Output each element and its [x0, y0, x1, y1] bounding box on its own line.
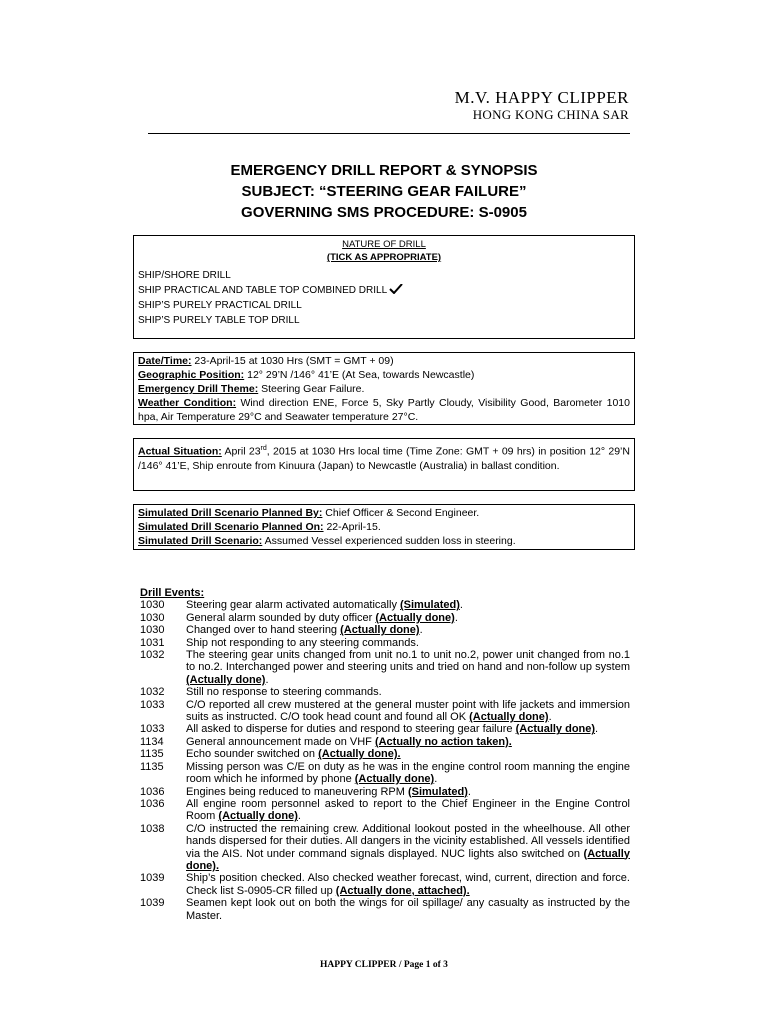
event-time: 1039: [140, 897, 165, 910]
event-text: Ship not responding to any steering commands.: [186, 636, 419, 649]
event-status: (Actually no action taken).: [374, 735, 512, 748]
event-end: .: [459, 599, 463, 612]
event-description: [186, 649, 630, 686]
event-row: [140, 761, 630, 786]
event-status: (Actually done): [186, 673, 266, 686]
event-text: Steering gear alarm activated automatically: [186, 599, 400, 612]
event-time: 1032: [140, 686, 165, 699]
nature-heading: NATURE OF DRILL: [342, 239, 426, 250]
event-row: [140, 649, 630, 686]
page-footer: HAPPY CLIPPER / Page 1 of 3: [320, 960, 448, 970]
event-description: [186, 624, 630, 636]
event-text: Still no response to steering commands.: [186, 686, 382, 699]
event-end: .: [434, 773, 438, 786]
position-row: Geographic Position: 12° 29’N /146° 41’E (At Sea, towards Newcastle): [138, 369, 475, 381]
event-text: Seamen kept look out on both the wings for oil spillage/ any casualty as instructed by the Master.: [186, 897, 630, 922]
event-description: [186, 872, 630, 897]
option-practical: SHIP’S PURELY PRACTICAL DRILL: [138, 300, 302, 311]
event-description: [186, 761, 630, 786]
header-divider: [148, 133, 630, 134]
event-row: [140, 699, 630, 724]
event-row: [140, 686, 630, 698]
event-time: 1135: [140, 748, 164, 761]
event-end: .: [454, 611, 458, 624]
event-text: Missing person was C/E on duty as he was in the engine control room manning the engine room which he informed by phone: [186, 760, 630, 786]
event-text: Changed over to hand steering: [186, 624, 341, 637]
event-status: (Actually done): [515, 723, 596, 736]
event-description: [186, 723, 630, 735]
event-row: [140, 872, 630, 897]
checkmark-icon: [389, 284, 403, 294]
event-text: All asked to disperse for duties and respond to steering gear failure: [186, 723, 516, 736]
event-time: 1134: [140, 735, 164, 748]
option-ship-shore: SHIP/SHORE DRILL: [138, 270, 231, 281]
event-status: (Actually done).: [186, 847, 630, 872]
report-subject: SUBJECT: “STEERING GEAR FAILURE”: [241, 183, 527, 200]
event-text: Engines being reduced to maneuvering RPM: [186, 785, 408, 798]
theme-row: Emergency Drill Theme: Steering Gear Failure.: [138, 383, 365, 395]
event-end: .: [419, 624, 423, 637]
report-titles: [0, 160, 768, 223]
planned-on-row: Simulated Drill Scenario Planned On: 22-April-15.: [138, 521, 381, 533]
event-row: [140, 736, 630, 748]
ship-name: M.V. HAPPY CLIPPER: [454, 88, 629, 107]
event-status: (Actually done, attached).: [335, 884, 470, 897]
event-status: (Simulated): [400, 599, 460, 612]
event-text: C/O instructed the remaining crew. Additional lookout posted in the wheelhouse. All other hands dispersed for their duties. All dangers in the vicinity established. All vessels identified via the AIS. Not under command signals displayed. NUC lights also switched on: [186, 822, 630, 860]
option-table-top: SHIP’S PURELY TABLE TOP DRILL: [138, 315, 300, 326]
event-description: [186, 786, 630, 798]
event-description: [186, 686, 630, 698]
event-description: [186, 748, 630, 760]
event-row: [140, 786, 630, 798]
event-description: [186, 612, 630, 624]
event-description: [186, 823, 630, 873]
event-text: General announcement made on VHF: [186, 735, 375, 748]
scenario-row: Simulated Drill Scenario: Assumed Vessel experienced sudden loss in steering.: [138, 535, 516, 547]
event-end: .: [595, 723, 599, 736]
event-status: (Actually done): [354, 773, 435, 786]
event-description: [186, 699, 630, 724]
event-time: 1033: [140, 698, 165, 711]
event-row: [140, 637, 630, 649]
drill-events: [140, 587, 630, 922]
event-description: [186, 637, 630, 649]
event-status: (Simulated): [407, 785, 468, 798]
event-row: [140, 599, 630, 611]
event-description: [186, 599, 630, 611]
actual-situation-box: Actual Situation: April 23rd, 2015 at 1030 Hrs local time (Time Zone: GMT + 09 hrs) in position 12° 29’N /146° 41’E, Ship enroute from Kinuura (Japan) to Newcastle (Australia) in ballast condition.: [133, 438, 635, 491]
event-time: 1135: [140, 760, 164, 773]
event-time: 1032: [140, 649, 165, 662]
event-time: 1030: [140, 599, 165, 612]
event-text: Echo sounder switched on: [186, 748, 319, 761]
event-status: (Actually done): [469, 711, 549, 724]
situation-label: Actual Situation:: [138, 445, 222, 458]
event-row: [140, 748, 630, 760]
event-row: [140, 823, 630, 873]
event-end: .: [265, 673, 269, 686]
event-time: 1030: [140, 624, 165, 637]
event-end: .: [548, 711, 552, 724]
event-description: [186, 736, 630, 748]
event-time: 1038: [140, 822, 165, 835]
option-combined: [138, 283, 630, 298]
event-time: 1031: [140, 636, 165, 649]
planned-by-row: Simulated Drill Scenario Planned By: Chief Officer & Second Engineer.: [138, 507, 480, 519]
event-status: (Actually done): [340, 624, 420, 637]
event-time: 1036: [140, 785, 165, 798]
report-procedure: GOVERNING SMS PROCEDURE: S-0905: [241, 204, 527, 221]
event-row: [140, 624, 630, 636]
event-time: 1036: [140, 797, 165, 810]
event-row: [140, 612, 630, 624]
event-description: [186, 897, 630, 922]
event-status: (Actually done): [375, 611, 455, 624]
option-combined-label: SHIP PRACTICAL AND TABLE TOP COMBINED DRILL: [138, 285, 388, 296]
event-end: .: [467, 785, 471, 798]
event-time: 1039: [140, 872, 165, 885]
events-list: [140, 599, 630, 922]
weather-row: Weather Condition: Wind direction ENE, Force 5, Sky Partly Cloudy, Visibility Good, Barometer 1010 hpa, Air Temperature 29°C and Seawater temperature 27°C.: [138, 397, 630, 423]
event-end: .: [297, 810, 301, 823]
datetime-row: Date/Time: 23-April-15 at 1030 Hrs (SMT = GMT + 09): [138, 355, 394, 367]
event-description: [186, 798, 630, 823]
event-text: All engine room personnel asked to report to the Chief Engineer in the Engine Control Room: [186, 797, 630, 823]
nature-of-drill-box: [133, 235, 635, 339]
event-text: The steering gear units changed from unit no.1 to unit no.2, power unit changed from no.1 to no.2. Interchanged power and steering units and tried on hand and non-follow up system: [186, 649, 630, 674]
events-heading: Drill Events:: [140, 587, 205, 599]
drill-details-box: [133, 352, 635, 425]
event-time: 1033: [140, 723, 165, 736]
event-row: [140, 897, 630, 922]
ship-port: HONG KONG CHINA SAR: [472, 107, 629, 122]
event-text: General alarm sounded by duty officer: [186, 611, 376, 624]
nature-subheading: (TICK AS APPROPRIATE): [326, 252, 442, 263]
event-time: 1030: [140, 611, 165, 624]
event-text: C/O reported all crew mustered at the general muster point with life jackets and immersion suits as instructed. C/O took head count and found all OK: [186, 698, 630, 724]
event-status: (Actually done).: [318, 748, 401, 761]
scenario-box: [133, 504, 635, 550]
event-row: [140, 723, 630, 735]
event-status: (Actually done): [218, 810, 298, 823]
report-title: EMERGENCY DRILL REPORT & SYNOPSIS: [230, 162, 538, 179]
event-row: [140, 798, 630, 823]
event-text: Ship’s position checked. Also checked weather forecast, wind, current, direction and force. Check list S-0905-CR filled up: [186, 872, 630, 897]
